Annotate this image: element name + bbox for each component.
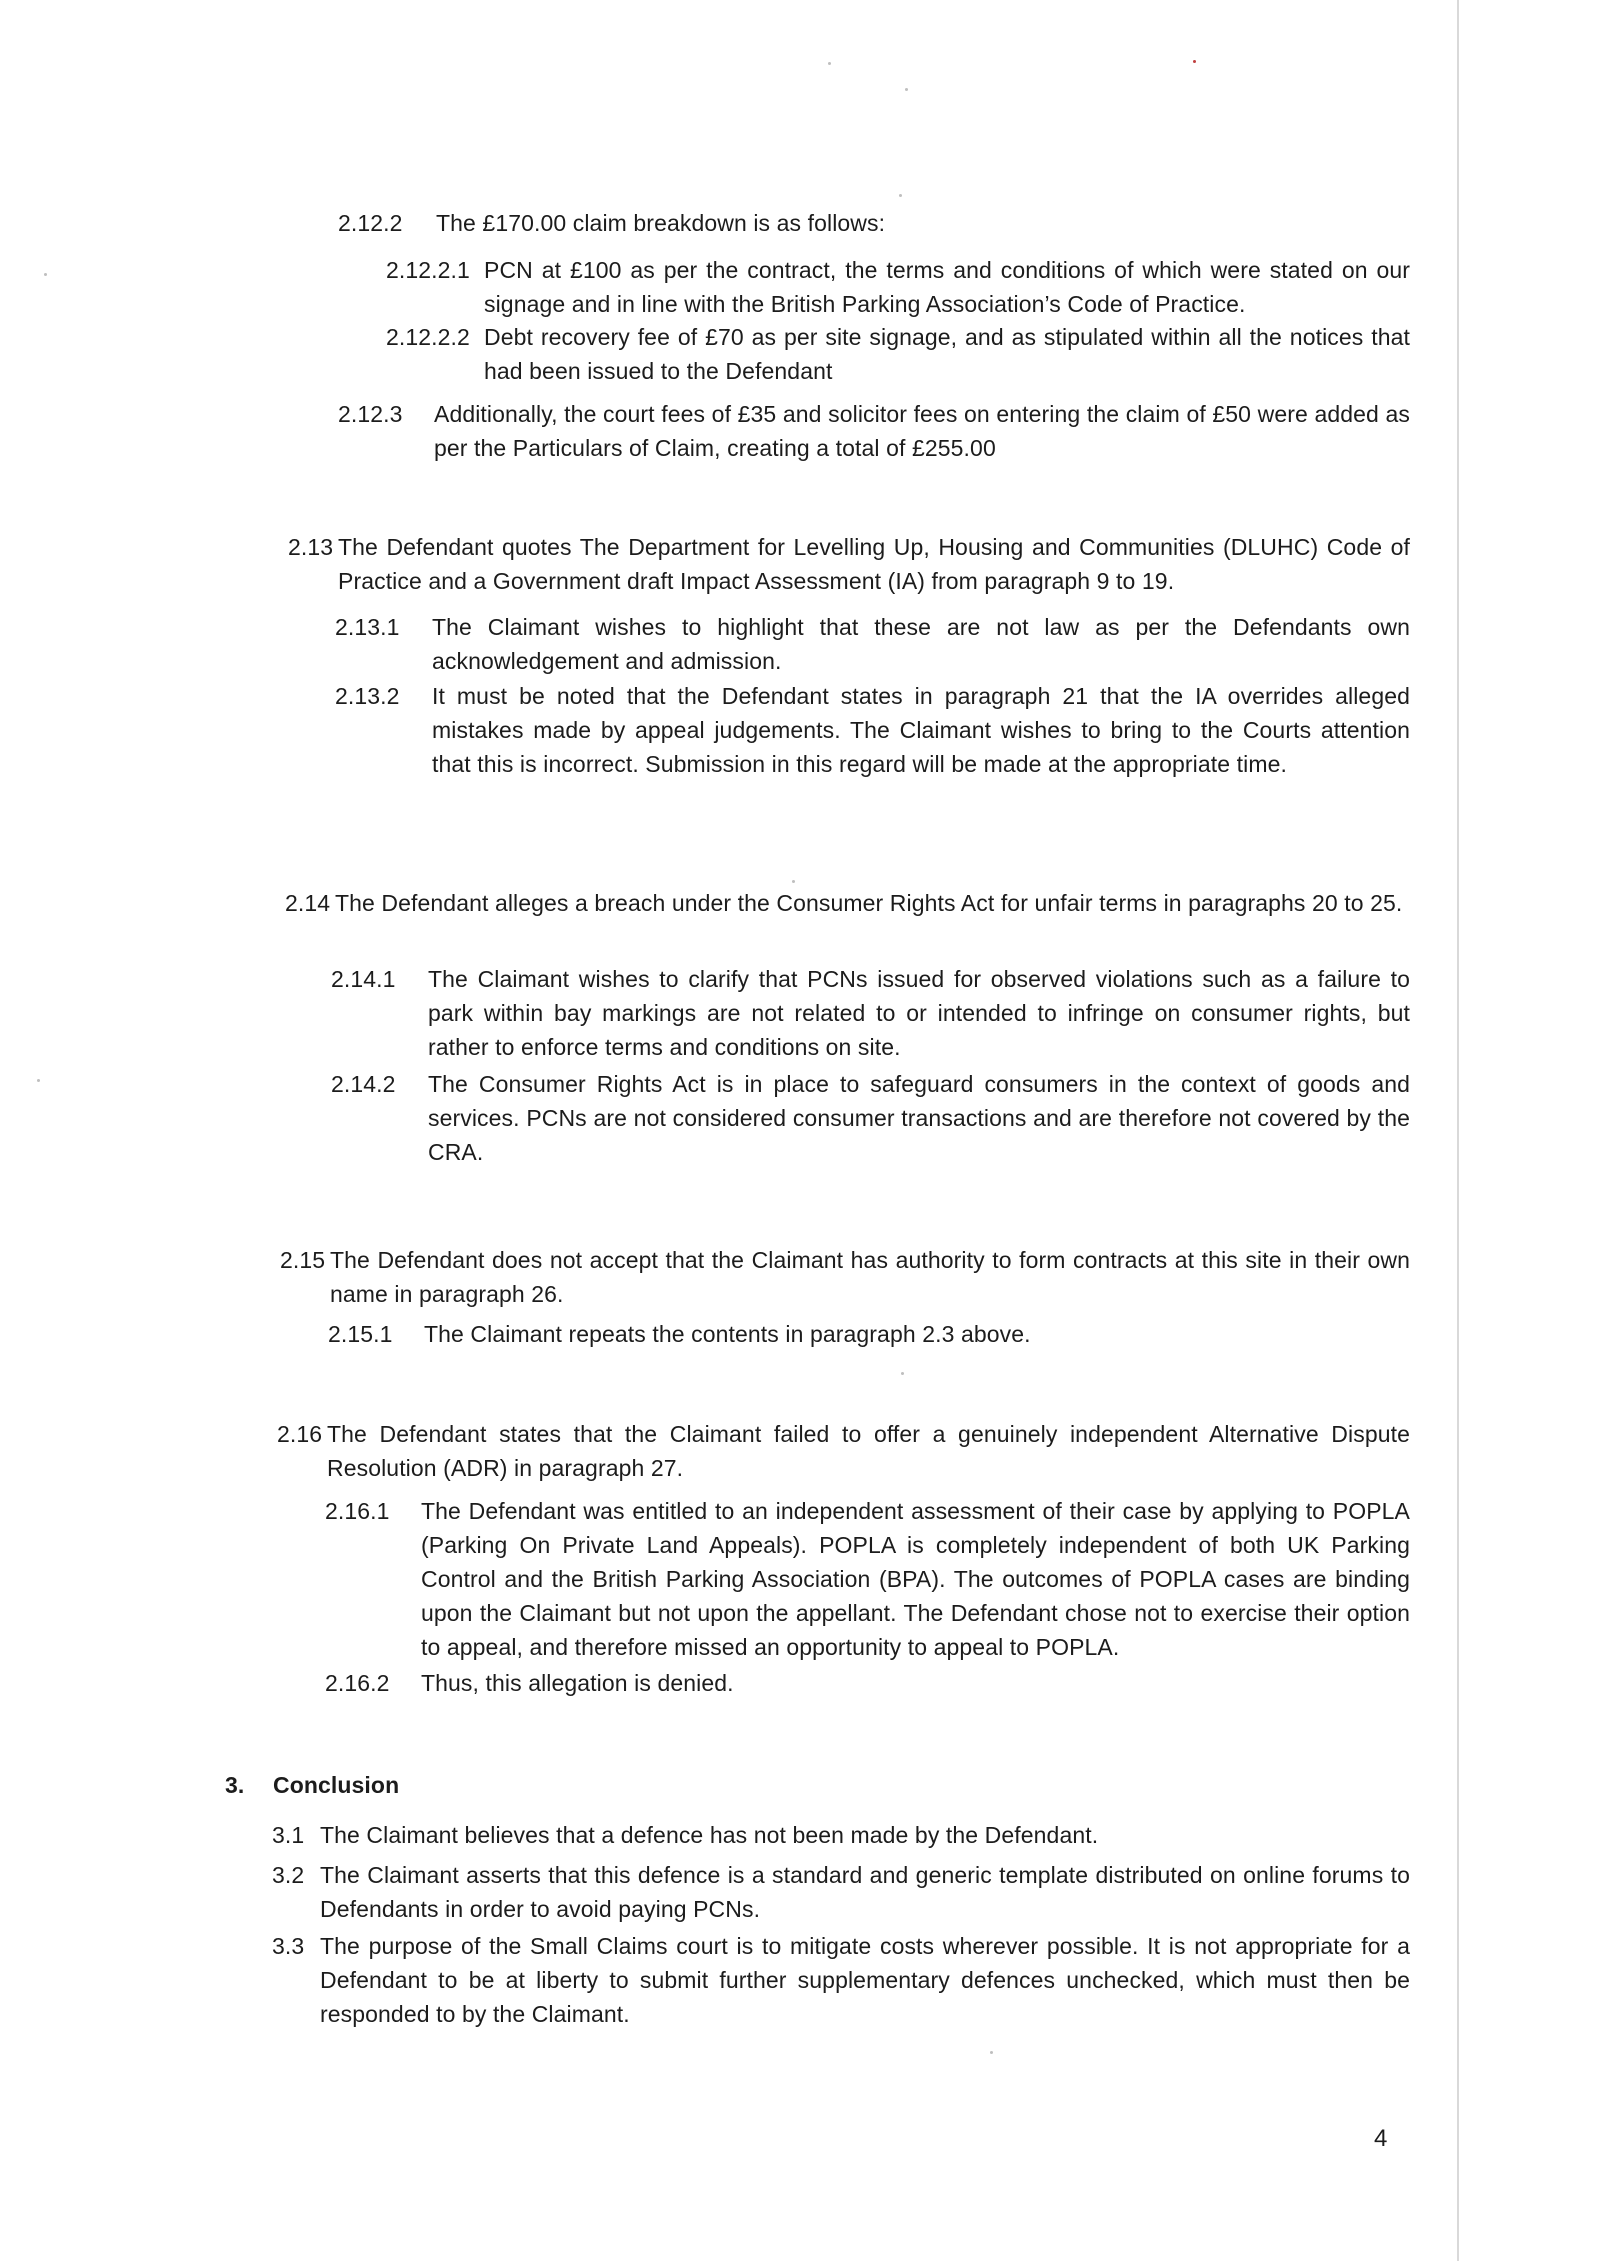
scan-speck (1193, 60, 1196, 63)
clause-text: The £170.00 claim breakdown is as follows: (436, 210, 886, 236)
clause-number: 2.12.3 (338, 401, 403, 427)
clause-number: 2.12.2.2 (386, 324, 470, 350)
scan-speck (990, 2051, 993, 2054)
clause-text: The Defendant states that the Claimant failed to offer a genuinely independent Alternative Dispute Resolution (ADR) in paragraph 27. (327, 1421, 1410, 1481)
clause-2-14-1 (331, 962, 1410, 1064)
clause-2-16-2 (325, 1666, 1410, 1700)
clause-number: 3.2 (272, 1862, 305, 1888)
clause-number: 2.12.2.1 (386, 257, 470, 283)
clause-text: The Consumer Rights Act is in place to safeguard consumers in the context of goods and services. PCNs are not considered consumer transactions and are therefore not covered by the CRA. (428, 1071, 1410, 1165)
clause-number: 2.16 (277, 1421, 323, 1447)
clause-text: The Defendant does not accept that the Claimant has authority to form contracts at this site in their own name in paragraph 26. (330, 1247, 1410, 1307)
clause-number: 3.3 (272, 1933, 305, 1959)
clause-number: 2.15 (280, 1247, 326, 1273)
clause-2-16 (277, 1417, 1410, 1485)
scan-speck (899, 194, 902, 197)
clause-number: 2.14.2 (331, 1071, 396, 1097)
clause-2-14-2 (331, 1067, 1410, 1169)
clause-2-15-1 (328, 1317, 1410, 1351)
clause-text: It must be noted that the Defendant states in paragraph 21 that the IA overrides alleged mistakes made by appeal judgements. The Claimant wishes to bring to the Courts attention that this is incorrect. Submission in this regard will be made at the appropriate time. (432, 683, 1410, 777)
clause-2-16-1 (325, 1494, 1410, 1664)
clause-2-15 (280, 1243, 1410, 1311)
clause-number: 2.16.2 (325, 1670, 390, 1696)
clause-text: The Claimant asserts that this defence is a standard and generic template distributed on online forums to Defendants in order to avoid paying PCNs. (320, 1862, 1410, 1922)
clause-text: Thus, this allegation is denied. (421, 1670, 734, 1696)
section-number: 3. (225, 1772, 245, 1798)
clause-2-13-2 (335, 679, 1410, 781)
clause-number: 2.12.2 (338, 210, 403, 236)
clause-number: 2.15.1 (328, 1321, 393, 1347)
scan-speck (828, 62, 831, 65)
clause-text: Additionally, the court fees of £35 and solicitor fees on entering the claim of £50 were added as per the Particulars of Claim, creating a total of £255.00 (434, 401, 1410, 461)
clause-3-3 (272, 1929, 1410, 2031)
clause-number: 2.14.1 (331, 966, 396, 992)
clause-number: 2.13.2 (335, 683, 400, 709)
clause-3-1 (272, 1818, 1410, 1852)
clause-2-12-3 (338, 397, 1410, 465)
clause-text: PCN at £100 as per the contract, the terms and conditions of which were stated on our signage and in line with the British Parking Association’s Code of Practice. (484, 257, 1410, 317)
section-title: Conclusion (273, 1772, 400, 1798)
clause-text: The Defendant was entitled to an independent assessment of their case by applying to POPLA (Parking On Private Land Appeals). POPLA is completely independent of both UK Parking Control and the British Parking Association (BPA). The outcomes of POPLA cases are binding upon the Claimant but not upon the appellant. The Defendant chose not to exercise their option to appeal, and therefore missed an opportunity to appeal to POPLA. (421, 1498, 1410, 1660)
clause-text: The Claimant wishes to clarify that PCNs issued for observed violations such as a failure to park within bay markings are not related to or intended to infringe on consumer rights, but rather to enforce terms and conditions on site. (428, 966, 1410, 1060)
clause-number: 2.13 (288, 534, 334, 560)
scan-speck (792, 880, 795, 883)
clause-text: The Defendant quotes The Department for Levelling Up, Housing and Communities (DLUHC) Code of Practice and a Government draft Impact Assessment (IA) from paragraph 9 to 19. (338, 534, 1410, 594)
scan-speck (37, 1079, 40, 1082)
clause-text: The Defendant alleges a breach under the Consumer Rights Act for unfair terms in paragraphs 20 to 25. (335, 890, 1403, 916)
clause-2-13-1 (335, 610, 1410, 678)
clause-text: The Claimant believes that a defence has not been made by the Defendant. (320, 1822, 1099, 1848)
scan-speck (901, 1372, 904, 1375)
clause-3-2 (272, 1858, 1410, 1926)
clause-number: 2.14 (285, 890, 331, 916)
clause-text: Debt recovery fee of £70 as per site signage, and as stipulated within all the notices that had been issued to the Defendant (484, 324, 1410, 384)
clause-text: The Claimant wishes to highlight that these are not law as per the Defendants own acknowledgement and admission. (432, 614, 1410, 674)
scan-speck (905, 88, 908, 91)
clause-2-12-2-1 (386, 253, 1410, 321)
clause-2-13 (288, 530, 1410, 598)
clause-2-14 (285, 886, 1410, 920)
section-heading-conclusion (225, 1768, 1410, 1802)
clause-number: 2.13.1 (335, 614, 400, 640)
clause-number: 2.16.1 (325, 1498, 390, 1524)
clause-text: The Claimant repeats the contents in paragraph 2.3 above. (424, 1321, 1031, 1347)
scan-speck (44, 273, 47, 276)
page-number: 4 (1374, 2125, 1388, 2152)
clause-2-12-2 (338, 206, 1398, 240)
clause-number: 3.1 (272, 1822, 305, 1848)
clause-2-12-2-2 (386, 320, 1410, 388)
scan-edge (1457, 0, 1459, 2261)
clause-text: The purpose of the Small Claims court is to mitigate costs wherever possible. It is not appropriate for a Defendant to be at liberty to submit further supplementary defences unchecked, which must then be responded to by the Claimant. (320, 1933, 1410, 2027)
